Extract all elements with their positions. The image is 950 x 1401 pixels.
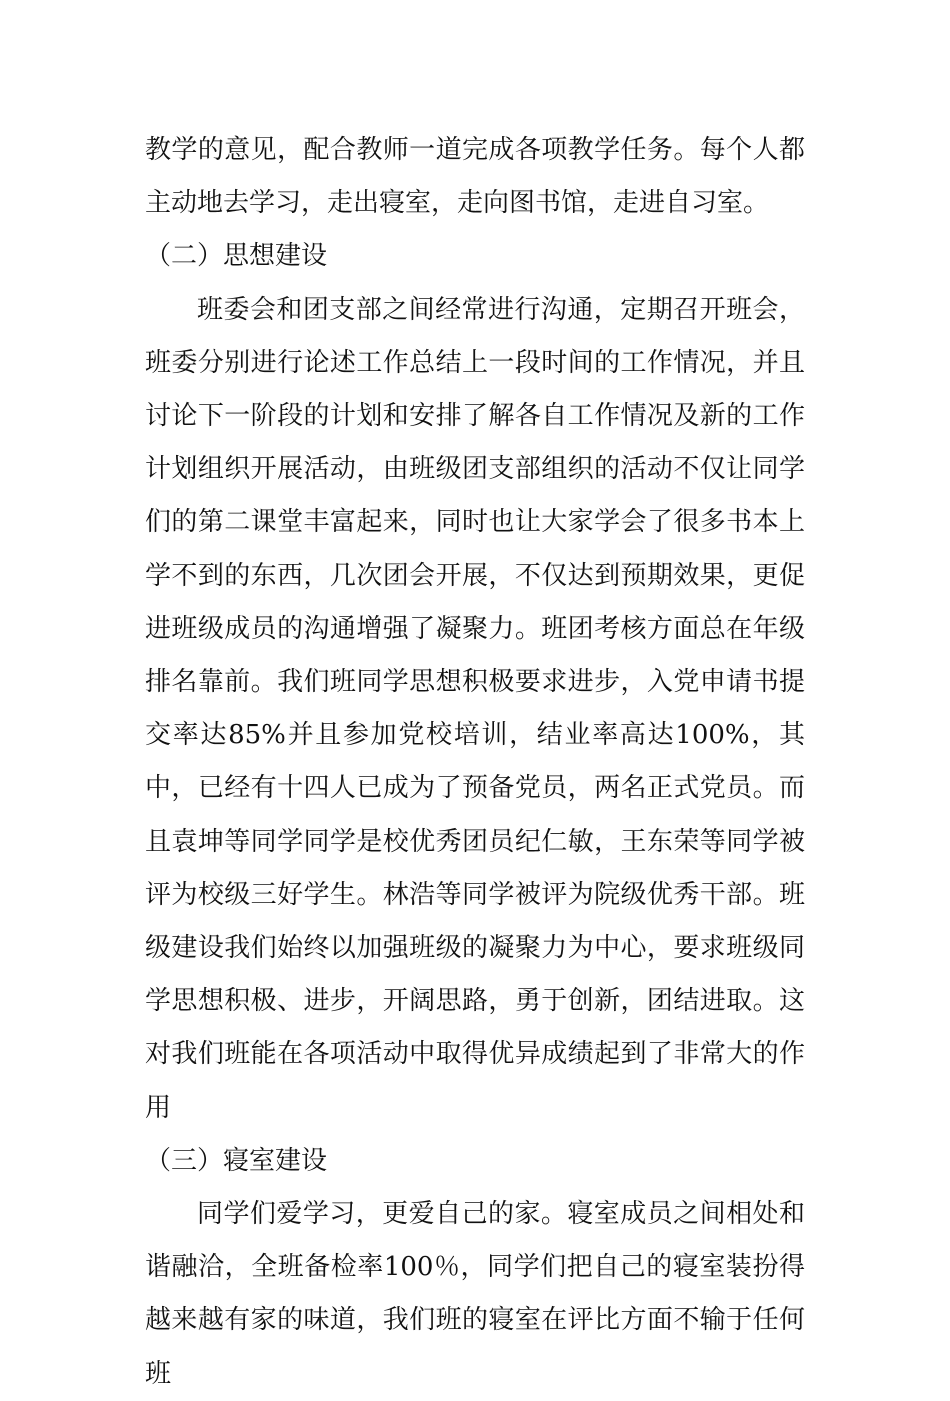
section-heading-dormitory-building: （三）寝室建设	[145, 1145, 328, 1176]
paragraph-dormitory-building: 同学们爱学习，更爱自己的家。寝室成员之间相处和谐融洽，全班备检率100％，同学们把自己的寝室装扮得越来越有家的味道，我们班的寝室在评比方面不输于任何班	[145, 1199, 805, 1389]
paragraph-thought-building: 班委会和团支部之间经常进行沟通，定期召开班会，班委分别进行论述工作总结上一段时间的工作情况，并且讨论下一阶段的计划和安排了解各自工作情况及新的工作计划组织开展活动，由班级团支部组织的活动不仅让同学们的第二课堂丰富起来，同时也让大家学会了很多书本上学不到的东西，几次团会开展，不仅达到预期效果，更促进班级成员的沟通增强了凝聚力。班团考核方面总在年级排名靠前。我们班同学思想积极要求进步，入党申请书提交率达85%并且参加党校培训，结业率高达100%，其中，已经有十四人已成为了预备党员，两名正式党员。而且袁坤等同学同学是校优秀团员纪仁敏，王东荣等同学被评为校级三好学生。林浩等同学被评为院级优秀干部。班级建设我们始终以加强班级的凝聚力为中心，要求班级同学思想积极、进步，开阔思路，勇于创新，团结进取。这对我们班能在各项活动中取得优异成绩起到了非常大的作用	[145, 294, 805, 1123]
paragraph-continued: 教学的意见，配合教师一道完成各项教学任务。每个人都主动地去学习，走出寝室，走向图书馆，走进自习室。	[145, 135, 805, 219]
section-heading-thought-building: （二）思想建设	[145, 241, 328, 272]
document-body	[145, 124, 805, 1401]
